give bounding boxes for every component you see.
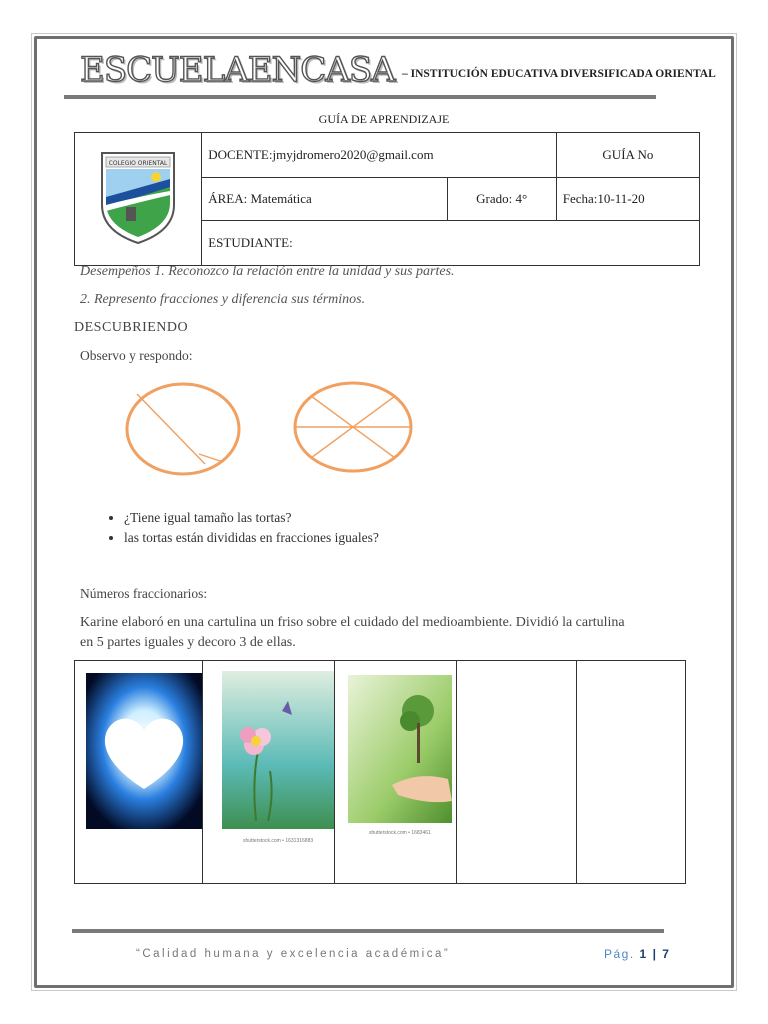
page-number [604, 947, 670, 961]
footer-motto: “Calidad humana y excelencia académica” [136, 948, 451, 960]
brand-logo-text: ESCUELAENCASA [80, 50, 395, 90]
section-heading: DESCUBRIENDO [74, 320, 189, 335]
date-cell: Fecha:10-11-20 [556, 178, 699, 221]
fractions-heading: Números fraccionarios: [80, 586, 208, 601]
prompt-text: Observo y respondo: [80, 348, 193, 363]
performance-line-1: Desempeños 1. Reconozco la relación entre la unidad y sus partes. [80, 264, 455, 279]
image-caption: shutterstock.com • 1683461 [369, 830, 431, 836]
header-rule [64, 95, 656, 99]
cake-unequal-parts [127, 384, 239, 474]
part-1-decorated [75, 661, 203, 884]
question-item: • ¿Tiene igual tamaño las tortas? [124, 510, 379, 526]
info-table [74, 132, 700, 266]
institution-name: – INSTITUCIÓN EDUCATIVA DIVERSIFICADA ORIENTAL [402, 68, 716, 80]
page-current: 1 [639, 947, 648, 961]
performance-line-2: 2. Represento fracciones y diferencia sus términos. [80, 292, 366, 307]
cakes-illustration [115, 378, 435, 480]
question-item: • las tortas están divididas en fracciones iguales? [124, 530, 379, 546]
page-total: 7 [662, 947, 671, 961]
guide-title: GUÍA DE APRENDIZAJE [318, 112, 450, 126]
cake-equal-parts [295, 383, 411, 471]
part-4-empty [457, 661, 577, 884]
school-logo-cell [75, 133, 202, 266]
cardboard-fifths-table [74, 660, 686, 884]
logo-caption: COLEGIO ORIENTAL [108, 160, 168, 167]
guide-number-cell: GUÍA No [556, 133, 699, 178]
glowing-heart-image [86, 673, 202, 829]
question-list [104, 510, 379, 550]
page-prefix: Pág. [604, 947, 635, 961]
area-cell: ÁREA: Matemática [202, 178, 447, 221]
flower-butterfly-image [222, 671, 334, 831]
karine-paragraph: Karine elaboró en una cartulina un friso sobre el cuidado del medioambiente. Dividió la cartulina en 5 partes iguales y decoro 3 de ellas. [80, 615, 625, 650]
footer-rule [72, 929, 664, 933]
school-shield-icon [96, 147, 180, 247]
part-2-decorated [203, 661, 335, 884]
page-separator: | [652, 947, 658, 961]
student-field[interactable]: ESTUDIANTE: [202, 221, 700, 266]
tree-in-hand-image [348, 675, 452, 823]
teacher-cell: DOCENTE:jmyjdromero2020@gmail.com [202, 133, 557, 178]
part-5-empty [577, 661, 686, 884]
image-caption: shutterstock.com • 1631316883 [243, 838, 314, 844]
part-3-decorated [335, 661, 457, 884]
grade-cell: Grado: 4° [447, 178, 556, 221]
